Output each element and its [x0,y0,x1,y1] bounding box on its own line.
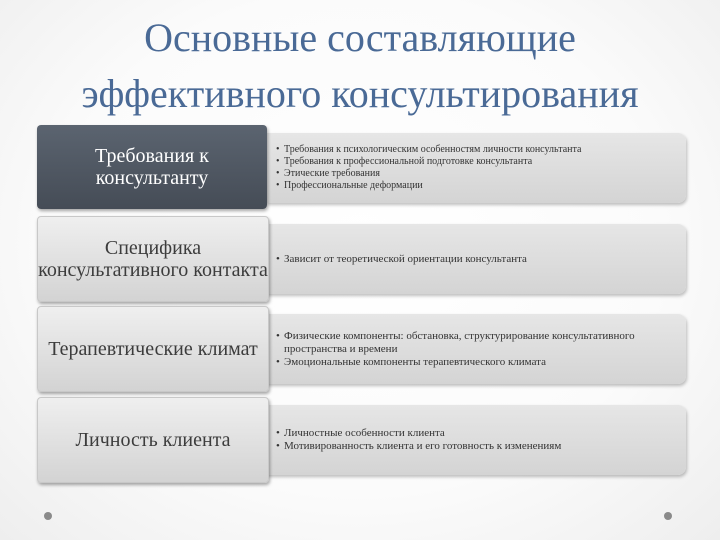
list-item: • Зависит от теоретической ориентации консультанта [276,253,527,266]
category-label: Специфика консультативного контакта [37,216,269,302]
category-label: Личность клиента [37,397,269,483]
list-item: • Профессиональные деформации [276,180,581,192]
details-list [266,330,686,369]
details-list [266,144,591,192]
category-label: Терапевтические климат [37,306,269,392]
details-box [266,314,686,384]
title-line-2: эффективного консультирования [81,71,639,116]
slide-title [0,10,720,122]
details-box [266,405,686,475]
list-item: • Личностные особенности клиента [276,427,561,440]
bullet-dot-icon [44,512,52,520]
list-item: • Мотивированность клиента и его готовность к изменениям [276,440,561,453]
title-line-1: Основные составляющие [144,15,576,60]
details-list [266,253,537,266]
details-box [266,133,686,203]
details-box [266,224,686,294]
details-list [266,427,571,453]
category-label: Требования к консультанту [37,125,267,209]
list-item: • Требования к психологическим особенностям личности консультанта [276,144,581,156]
bullet-dot-icon [664,512,672,520]
list-item: • Эмоциональные компоненты терапевтического климата [276,356,676,369]
list-item: • Физические компоненты: обстановка, структурирование консультативного пространства и времени [276,330,676,356]
list-item: • Этические требования [276,168,581,180]
list-item: • Требования к профессиональной подготовке консультанта [276,156,581,168]
